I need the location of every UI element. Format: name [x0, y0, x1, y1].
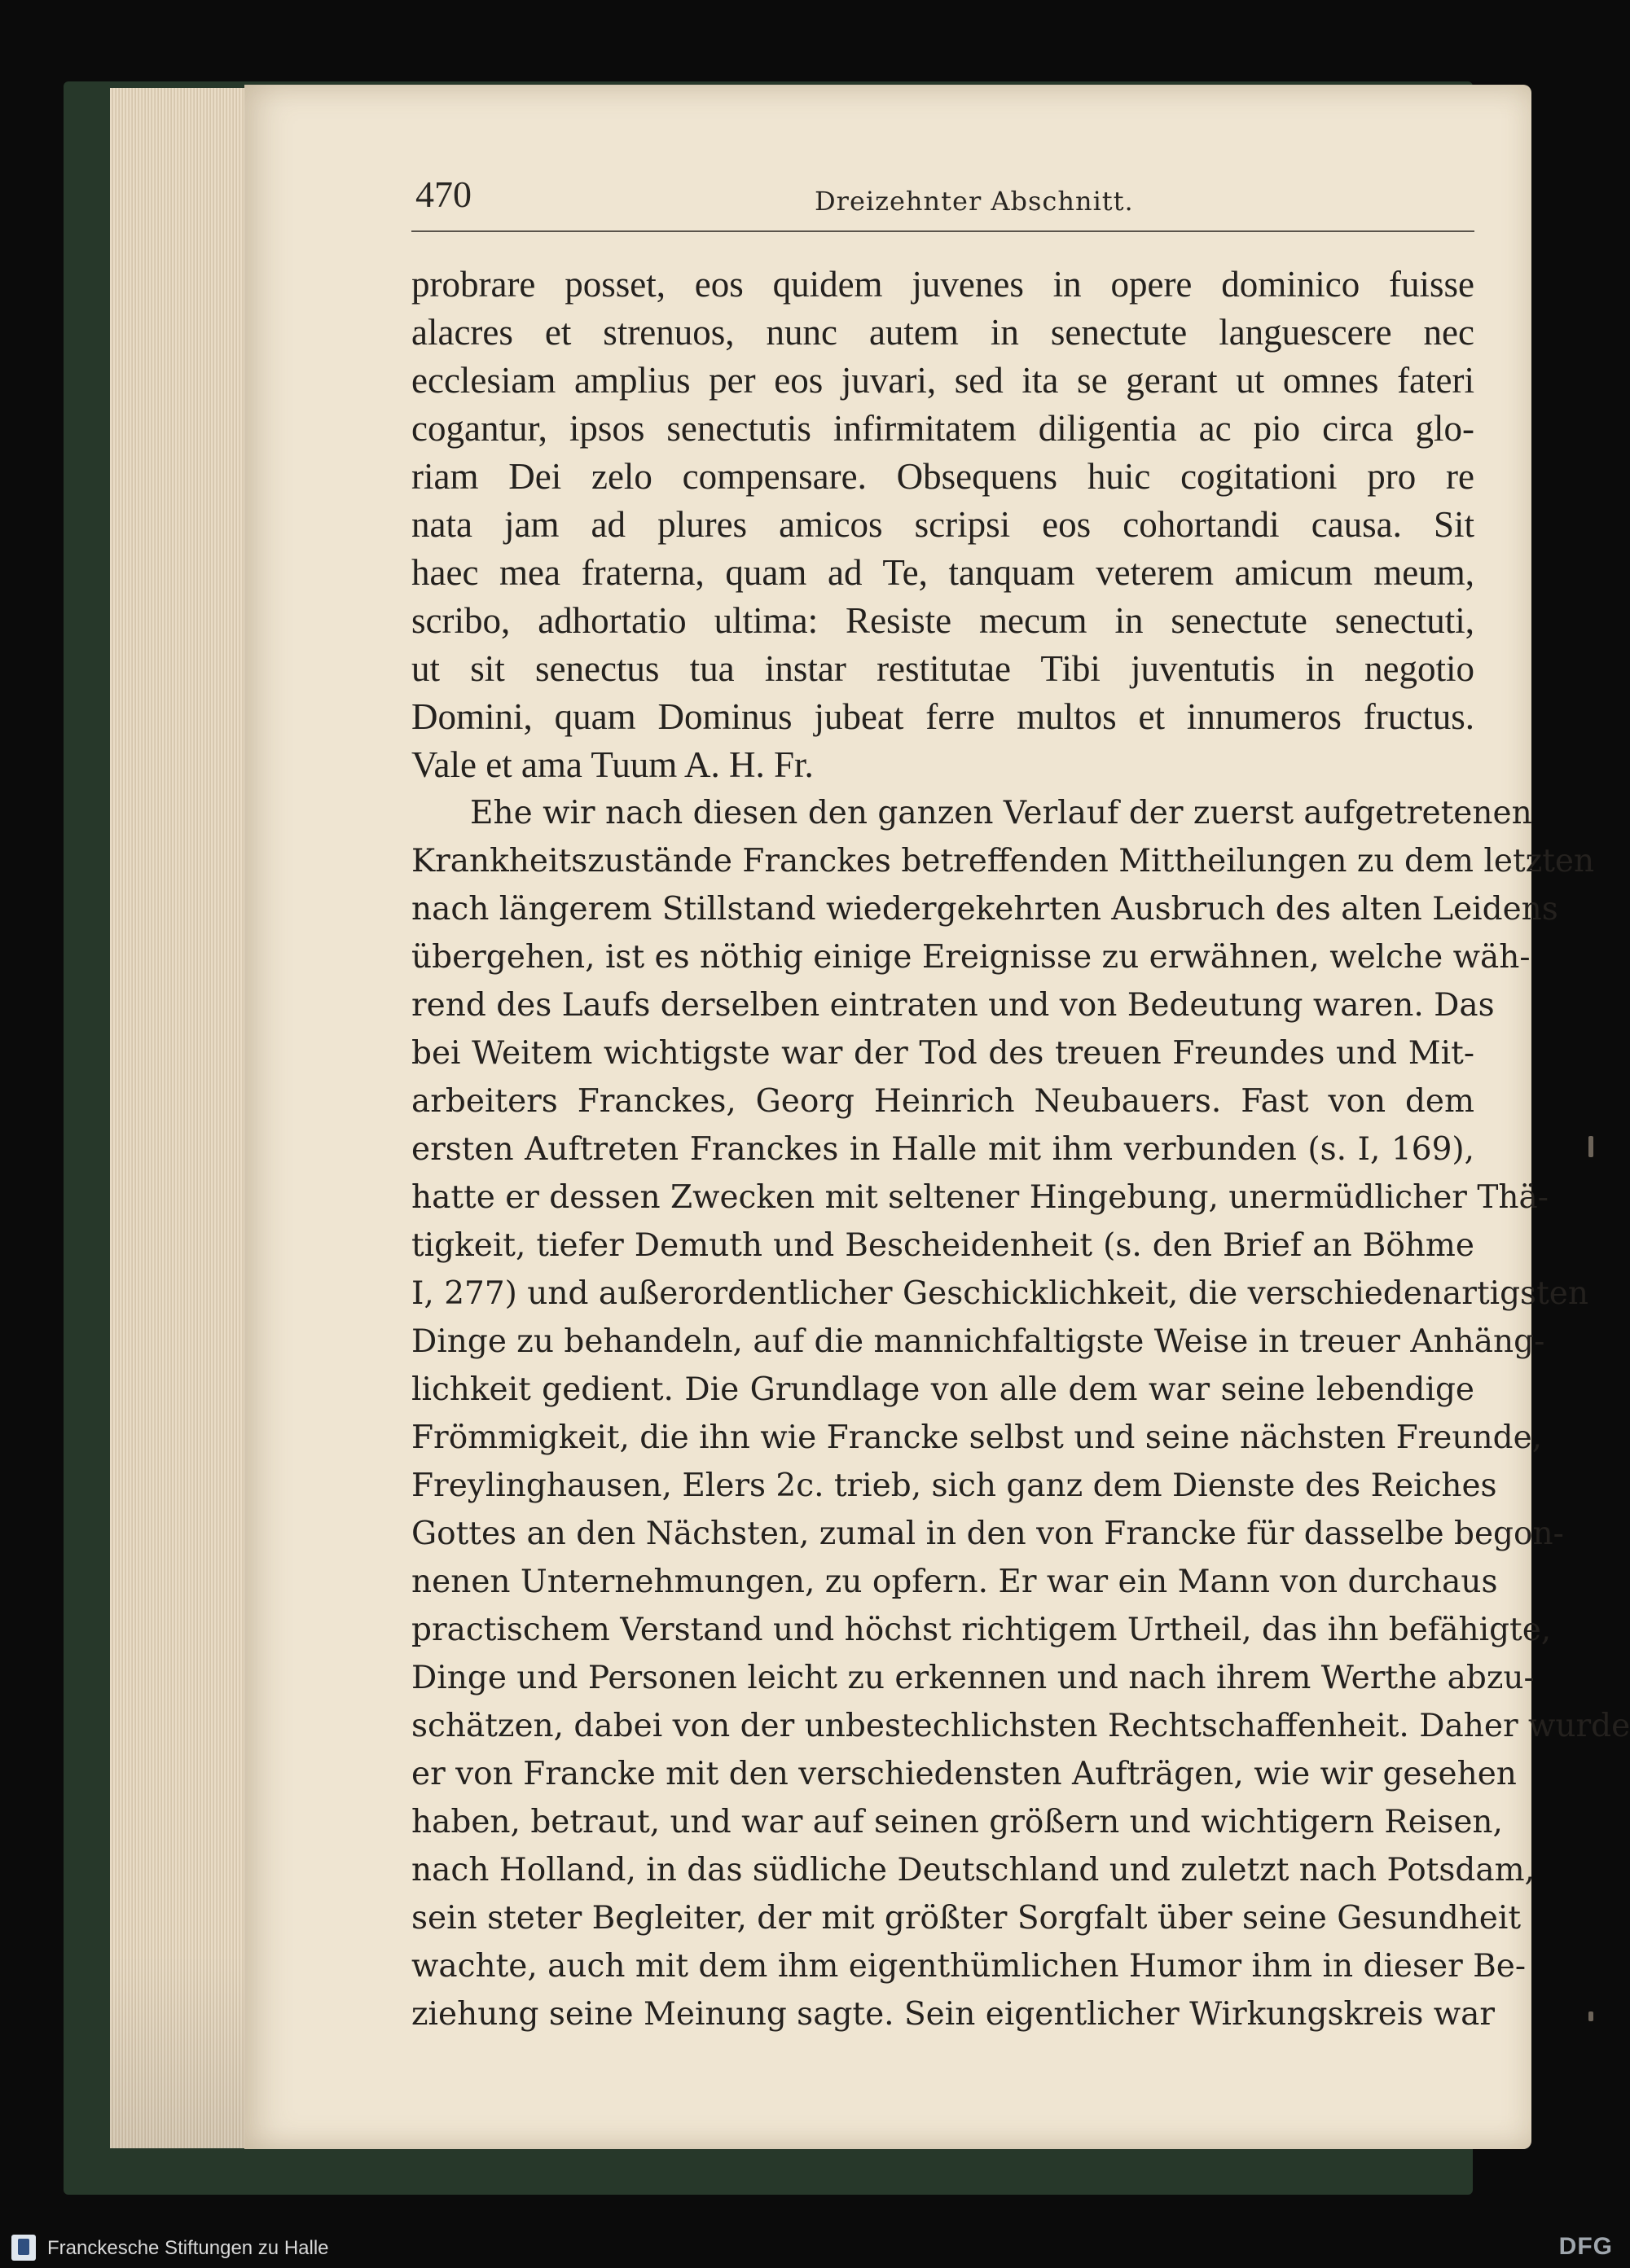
- text-line: Vale et ama Tuum A. H. Fr.: [411, 744, 814, 785]
- text-line: haben, betraut, und war auf seinen größern und wichtigern Reisen,: [411, 1804, 1503, 1840]
- text-line: Gottes an den Nächsten, zumal in den von Francke für dasselbe begon-: [411, 1516, 1564, 1552]
- text-line: sein steter Begleiter, der mit größter Sorgfalt über seine Gesundheit: [411, 1900, 1522, 1937]
- page-number: 470: [415, 173, 472, 215]
- text-line: übergehen, ist es nöthig einige Ereignisse zu erwähnen, welche wäh-: [411, 939, 1531, 976]
- institution-logo-icon: [11, 2235, 36, 2261]
- text-line: Ehe wir nach diesen den ganzen Verlauf der zuerst aufgetretenen: [470, 795, 1532, 831]
- latin-letter-passage: [411, 261, 1474, 789]
- text-line: Freylinghausen, Elers 2c. trieb, sich ganz dem Dienste des Reiches: [411, 1467, 1497, 1504]
- page-text: [411, 261, 1630, 2038]
- text-line: haec mea fraterna, quam ad Te, tanquam veterem amicum meum,: [411, 552, 1474, 593]
- text-line: scribo, adhortatio ultima: Resiste mecum in senectute senectuti,: [411, 600, 1474, 641]
- running-title: Dreizehnter Abschnitt.: [815, 186, 1134, 217]
- header-rule: [411, 230, 1474, 232]
- text-line: tigkeit, tiefer Demuth und Bescheidenheit (s. den Brief an Böhme: [411, 1227, 1474, 1264]
- text-line: ut sit senectus tua instar restitutae Tibi juventutis in negotio: [411, 648, 1474, 689]
- text-line: probrare posset, eos quidem juvenes in opere dominico fuisse: [411, 264, 1474, 305]
- text-line: ersten Auftreten Franckes in Halle mit ihm verbunden (s. I, 169),: [411, 1131, 1474, 1168]
- margin-mark: [1588, 1136, 1593, 1157]
- german-paragraph: [411, 789, 1630, 2038]
- text-line: Domini, quam Dominus jubeat ferre multos et innumeros fructus.: [411, 696, 1474, 737]
- text-line: cogantur, ipsos senectutis infirmitatem diligentia ac pio circa glo-: [411, 408, 1474, 449]
- margin-mark: [1588, 2011, 1593, 2021]
- text-line: riam Dei zelo compensare. Obsequens huic cogitationi pro re: [411, 456, 1474, 497]
- text-line: Krankheitszustände Franckes betreffenden Mittheilungen zu dem letzten: [411, 843, 1595, 880]
- dfg-logo: DFG: [1558, 2233, 1613, 2260]
- text-line: nenen Unternehmungen, zu opfern. Er war ein Mann von durchaus: [411, 1564, 1498, 1600]
- text-line: I, 277) und außerordentlicher Geschicklichkeit, die verschiedenartigsten: [411, 1275, 1588, 1312]
- text-line: ecclesiam amplius per eos juvari, sed ita se gerant ut omnes fateri: [411, 360, 1474, 401]
- text-line: wachte, auch mit dem ihm eigenthümlichen Humor ihm in dieser Be-: [411, 1948, 1527, 1985]
- text-line: er von Francke mit den verschiedensten Aufträgen, wie wir gesehen: [411, 1756, 1517, 1792]
- text-line: arbeiters Franckes, Georg Heinrich Neubauers. Fast von dem: [411, 1083, 1474, 1120]
- text-line: Dinge zu behandeln, auf die mannichfaltigste Weise in treuer Anhäng-: [411, 1323, 1545, 1360]
- text-line: practischem Verstand und höchst richtigem Urtheil, das ihn befähigte,: [411, 1612, 1552, 1648]
- text-line: nach längerem Stillstand wiedergekehrten Ausbruch des alten Leidens: [411, 891, 1558, 928]
- text-line: nata jam ad plures amicos scripsi eos cohortandi causa. Sit: [411, 504, 1474, 545]
- text-line: lichkeit gedient. Die Grundlage von alle dem war seine lebendige: [411, 1371, 1474, 1408]
- text-line: bei Weitem wichtigste war der Tod des treuen Freundes und Mit-: [411, 1035, 1474, 1072]
- text-line: Frömmigkeit, die ihn wie Francke selbst und seine nächsten Freunde,: [411, 1419, 1543, 1456]
- text-line: alacres et strenuos, nunc autem in senectute languescere nec: [411, 312, 1474, 353]
- text-line: rend des Laufs derselben eintraten und von Bedeutung waren. Das: [411, 987, 1495, 1024]
- text-line: schätzen, dabei von der unbestechlichsten Rechtschaffenheit. Daher wurde: [411, 1708, 1630, 1744]
- text-line: ziehung seine Meinung sagte. Sein eigentlicher Wirkungskreis war: [411, 1996, 1496, 2033]
- text-line: hatte er dessen Zwecken mit seltener Hingebung, unermüdlicher Thä-: [411, 1179, 1549, 1216]
- institution-name: Franckesche Stiftungen zu Halle: [47, 2237, 329, 2259]
- text-line: Dinge und Personen leicht zu erkennen und nach ihrem Werthe abzu-: [411, 1660, 1535, 1696]
- text-line: nach Holland, in das südliche Deutschland und zuletzt nach Potsdam,: [411, 1852, 1535, 1889]
